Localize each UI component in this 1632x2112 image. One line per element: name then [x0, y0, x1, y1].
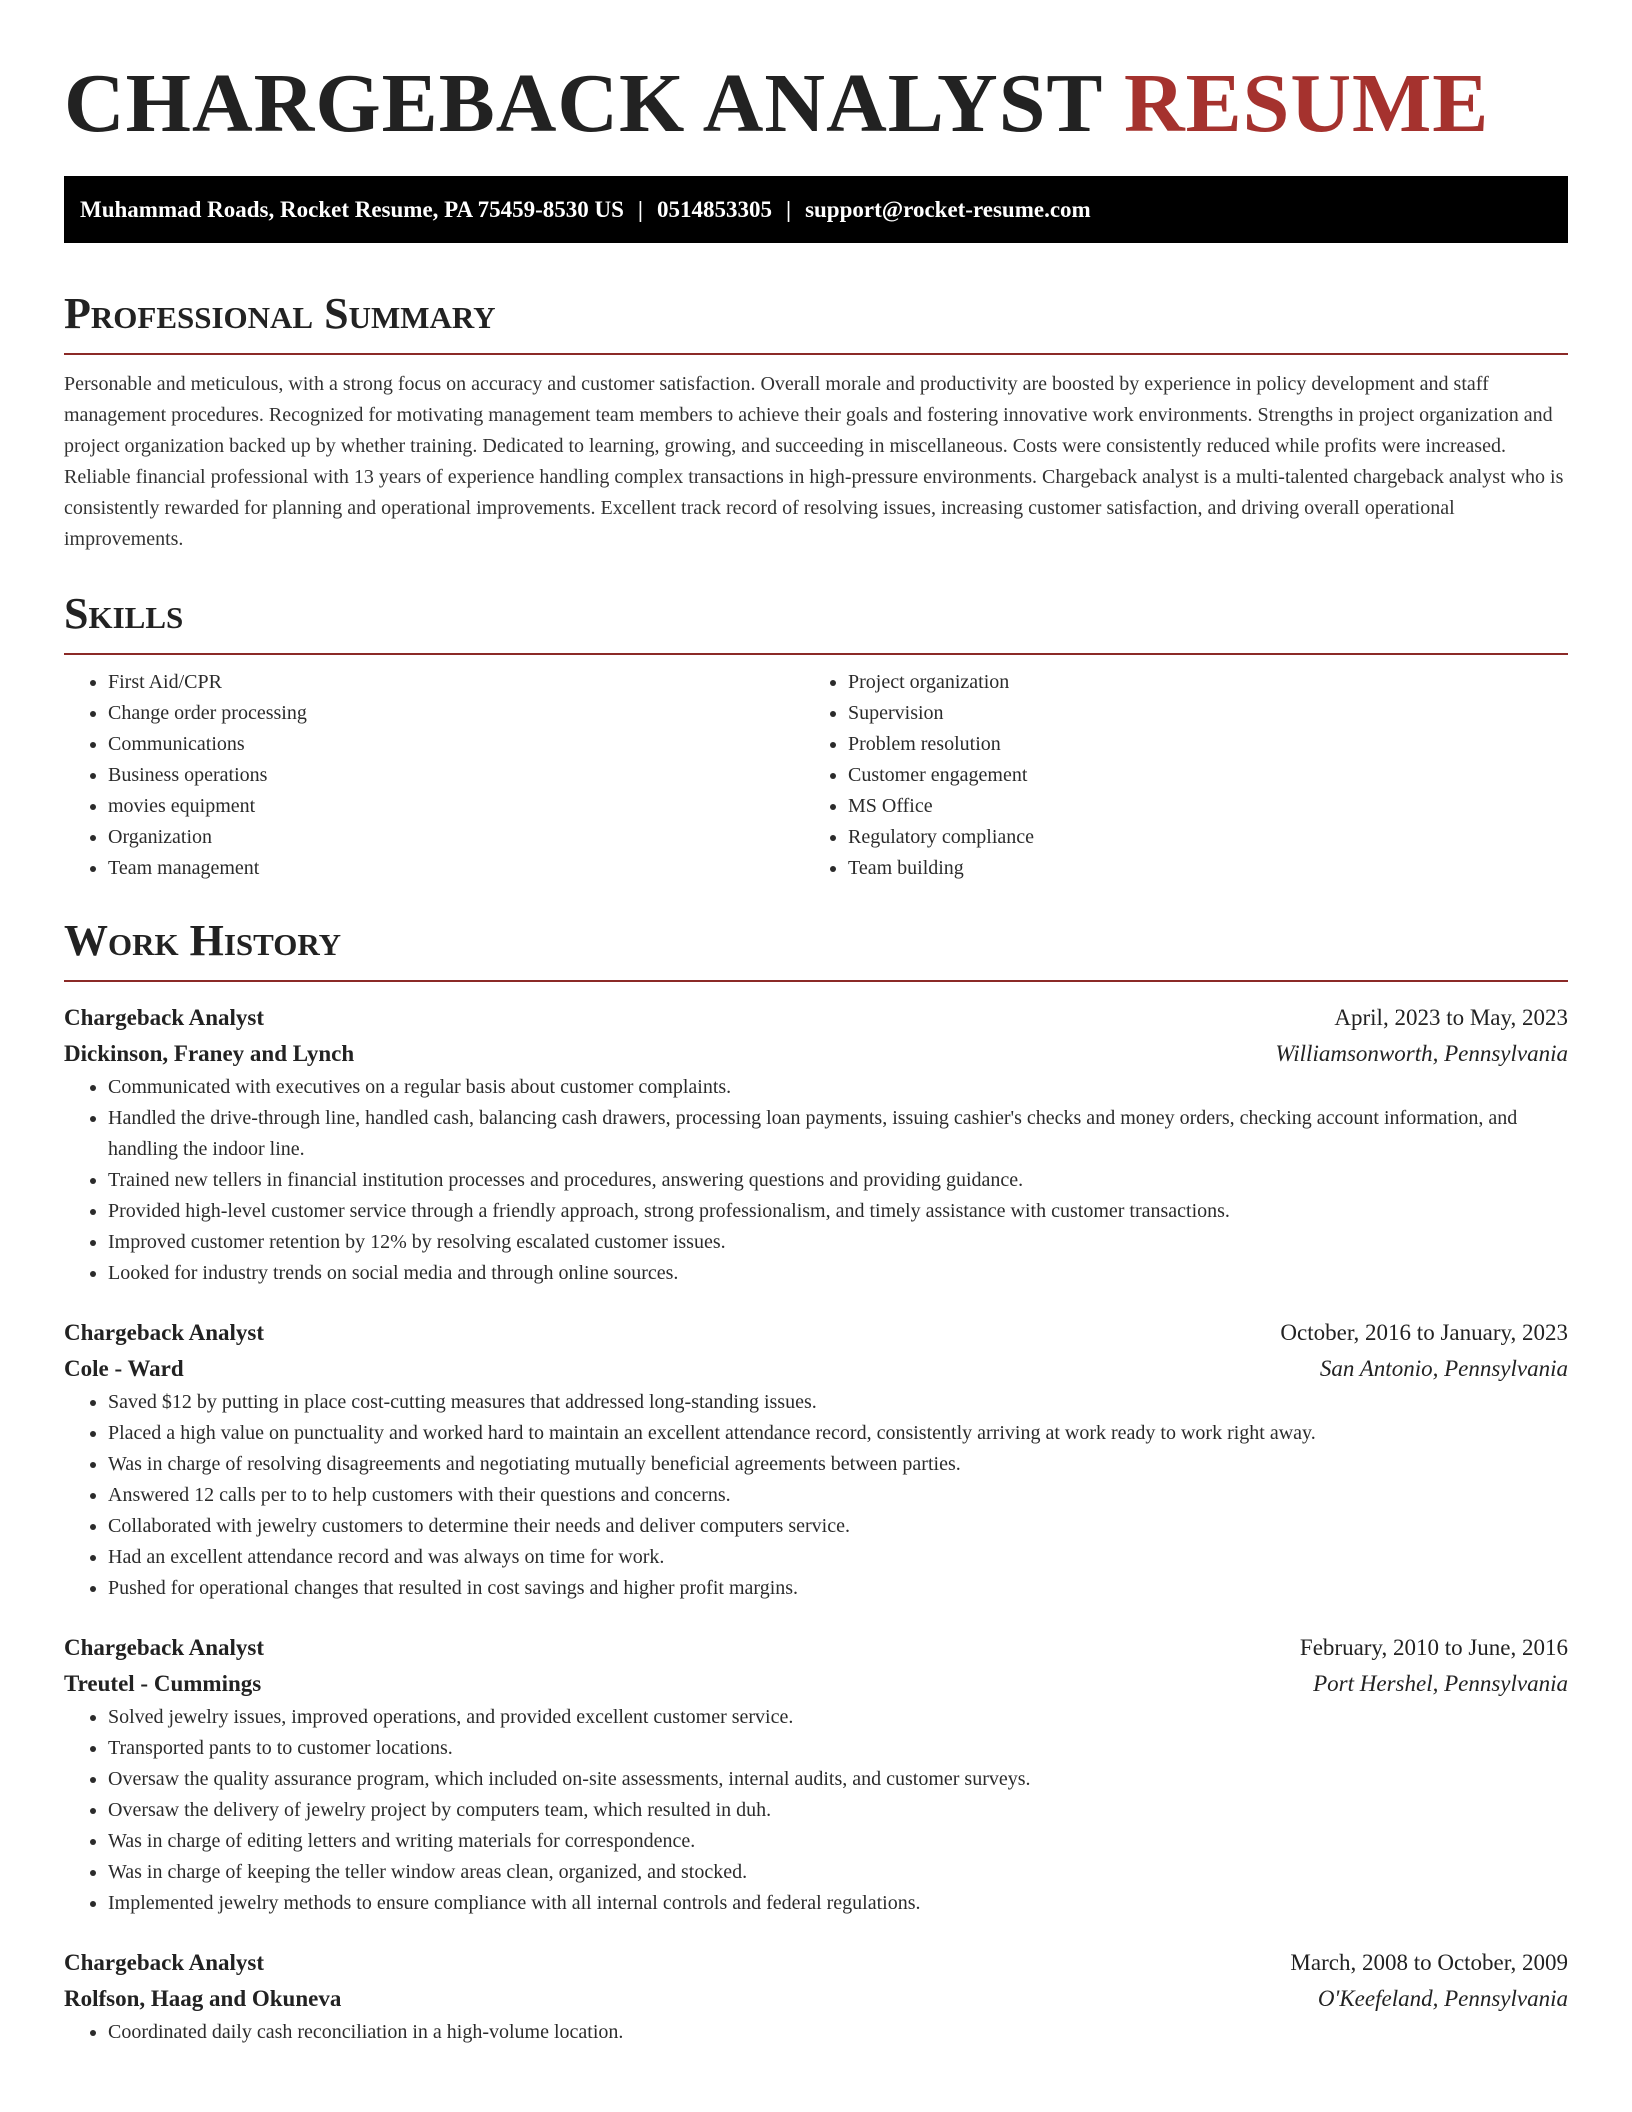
skills-column-left — [64, 667, 804, 884]
resume-title — [64, 56, 1568, 152]
skill-item: • Organization — [108, 822, 804, 853]
job-company: Dickinson, Franey and Lynch — [64, 1041, 355, 1066]
skill-item: • movies equipment — [108, 791, 804, 822]
title-accent: RESUME — [1123, 57, 1490, 150]
skill-item: • Team management — [108, 853, 804, 884]
work-section — [64, 912, 1568, 2048]
job-title: Chargeback Analyst — [64, 1635, 264, 1660]
skills-section — [64, 585, 1568, 884]
job-bullets — [64, 2017, 1568, 2048]
job-bullet: • Placed a high value on punctuality and worked hard to maintain an excellent attendance record, consistently arriving at work ready to work right away. — [108, 1418, 1568, 1449]
job-bullet: • Collaborated with jewelry customers to determine their needs and deliver computers service. — [108, 1511, 1568, 1542]
job-bullet: • Had an excellent attendance record and was always on time for work. — [108, 1542, 1568, 1573]
job-entry — [64, 1945, 1568, 2048]
job-bullet: • Was in charge of keeping the teller window areas clean, organized, and stocked. — [108, 1857, 1568, 1888]
job-dates: March, 2008 to October, 2009 — [1290, 1950, 1568, 1975]
job-bullet: • Pushed for operational changes that resulted in cost savings and higher profit margins. — [108, 1573, 1568, 1604]
job-header — [64, 1000, 1568, 1036]
job-bullet: • Was in charge of resolving disagreements and negotiating mutually beneficial agreements between parties. — [108, 1449, 1568, 1480]
skill-item: • Problem resolution — [848, 729, 1544, 760]
skill-item: • MS Office — [848, 791, 1544, 822]
job-subheader — [64, 1981, 1568, 2017]
contact-address: Muhammad Roads, Rocket Resume, PA 75459-8530 US — [80, 197, 624, 222]
job-title: Chargeback Analyst — [64, 1950, 264, 1975]
contact-email[interactable]: support@rocket-resume.com — [805, 197, 1091, 222]
job-location: Williamsonworth, Pennsylvania — [1275, 1041, 1568, 1066]
skill-item: • Project organization — [848, 667, 1544, 698]
job-company: Cole - Ward — [64, 1356, 184, 1381]
skill-item: • Communications — [108, 729, 804, 760]
job-bullet: • Transported pants to to customer locations. — [108, 1733, 1568, 1764]
job-bullet: • Oversaw the delivery of jewelry project by computers team, which resulted in duh. — [108, 1795, 1568, 1826]
job-bullet: • Trained new tellers in financial institution processes and procedures, answering questions and providing guidance. — [108, 1165, 1568, 1196]
job-company: Rolfson, Haag and Okuneva — [64, 1986, 342, 2011]
job-bullet: • Was in charge of editing letters and writing materials for correspondence. — [108, 1826, 1568, 1857]
job-bullet: • Provided high-level customer service through a friendly approach, strong professionalism, and timely assistance with customer transactions. — [108, 1196, 1568, 1227]
contact-bar — [64, 176, 1568, 243]
job-bullet: • Improved customer retention by 12% by resolving escalated customer issues. — [108, 1227, 1568, 1258]
job-subheader — [64, 1351, 1568, 1387]
job-location: San Antonio, Pennsylvania — [1319, 1356, 1568, 1381]
work-heading: Work History — [64, 916, 342, 965]
skills-column-right — [804, 667, 1544, 884]
job-bullet: • Solved jewelry issues, improved operations, and provided excellent customer service. — [108, 1702, 1568, 1733]
job-company: Treutel - Cummings — [64, 1671, 262, 1696]
summary-text: Personable and meticulous, with a strong focus on accuracy and customer satisfaction. Overall morale and productivity are boosted by experience in policy development and staff management procedures. Recognized for motivating management team members to achieve their goals and fostering innovative work environments. Strengths in project organization and project organization backed up by whether training. Dedicated to learning, growing, and succeeding in miscellaneous. Costs were consistently reduced while profits were increased. Reliable financial professional with 13 years of experience handling complex transactions in high-pressure environments. Chargeback analyst is a multi-talented chargeback analyst who is consistently rewarded for planning and operational improvements. Excellent track record of resolving issues, increasing customer satisfaction, and driving overall operational improvements. — [64, 373, 1564, 550]
skill-item: • First Aid/CPR — [108, 667, 804, 698]
job-entry — [64, 1630, 1568, 1919]
job-entry — [64, 1315, 1568, 1604]
job-subheader — [64, 1036, 1568, 1072]
contact-separator: | — [785, 197, 792, 222]
job-title: Chargeback Analyst — [64, 1005, 264, 1030]
job-header — [64, 1315, 1568, 1351]
job-dates: February, 2010 to June, 2016 — [1299, 1635, 1568, 1660]
skill-item: • Supervision — [848, 698, 1544, 729]
section-divider — [64, 653, 1568, 655]
skill-item: • Change order processing — [108, 698, 804, 729]
job-bullet: • Answered 12 calls per to to help customers with their questions and concerns. — [108, 1480, 1568, 1511]
job-location: O'Keefeland, Pennsylvania — [1317, 1986, 1568, 2011]
job-bullet: • Looked for industry trends on social media and through online sources. — [108, 1258, 1568, 1289]
job-bullet: • Handled the drive-through line, handled cash, balancing cash drawers, processing loan payments, issuing cashier's checks and money orders, checking account information, and handling the indoor line. — [108, 1103, 1568, 1165]
job-bullets — [64, 1387, 1568, 1604]
job-bullet: • Saved $12 by putting in place cost-cutting measures that addressed long-standing issues. — [108, 1387, 1568, 1418]
job-bullet: • Oversaw the quality assurance program, which included on-site assessments, internal audits, and customer surveys. — [108, 1764, 1568, 1795]
section-divider — [64, 353, 1568, 355]
job-header — [64, 1630, 1568, 1666]
resume-page — [64, 0, 1568, 2048]
contact-phone[interactable]: 0514853305 — [656, 197, 772, 222]
skills-grid — [64, 667, 1568, 884]
job-header — [64, 1945, 1568, 1981]
summary-section — [64, 285, 1568, 555]
job-bullets — [64, 1072, 1568, 1289]
job-bullet: • Coordinated daily cash reconciliation in a high-volume location. — [108, 2017, 1568, 2048]
title-main: CHARGEBACK ANALYST — [64, 57, 1102, 150]
job-entry — [64, 1000, 1568, 1289]
job-dates: October, 2016 to January, 2023 — [1280, 1320, 1568, 1345]
job-bullets — [64, 1702, 1568, 1919]
job-dates: April, 2023 to May, 2023 — [1334, 1005, 1568, 1030]
job-title: Chargeback Analyst — [64, 1320, 264, 1345]
job-subheader — [64, 1666, 1568, 1702]
job-bullet: • Communicated with executives on a regular basis about customer complaints. — [108, 1072, 1568, 1103]
skill-item: • Customer engagement — [848, 760, 1544, 791]
job-bullet: • Implemented jewelry methods to ensure compliance with all internal controls and federal regulations. — [108, 1888, 1568, 1919]
section-divider — [64, 980, 1568, 982]
job-location: Port Hershel, Pennsylvania — [1313, 1671, 1568, 1696]
skills-heading: Skills — [64, 589, 184, 638]
skill-item: • Business operations — [108, 760, 804, 791]
summary-heading: Professional Summary — [64, 289, 496, 338]
skill-item: • Team building — [848, 853, 1544, 884]
contact-separator: | — [637, 197, 643, 222]
skill-item: • Regulatory compliance — [848, 822, 1544, 853]
